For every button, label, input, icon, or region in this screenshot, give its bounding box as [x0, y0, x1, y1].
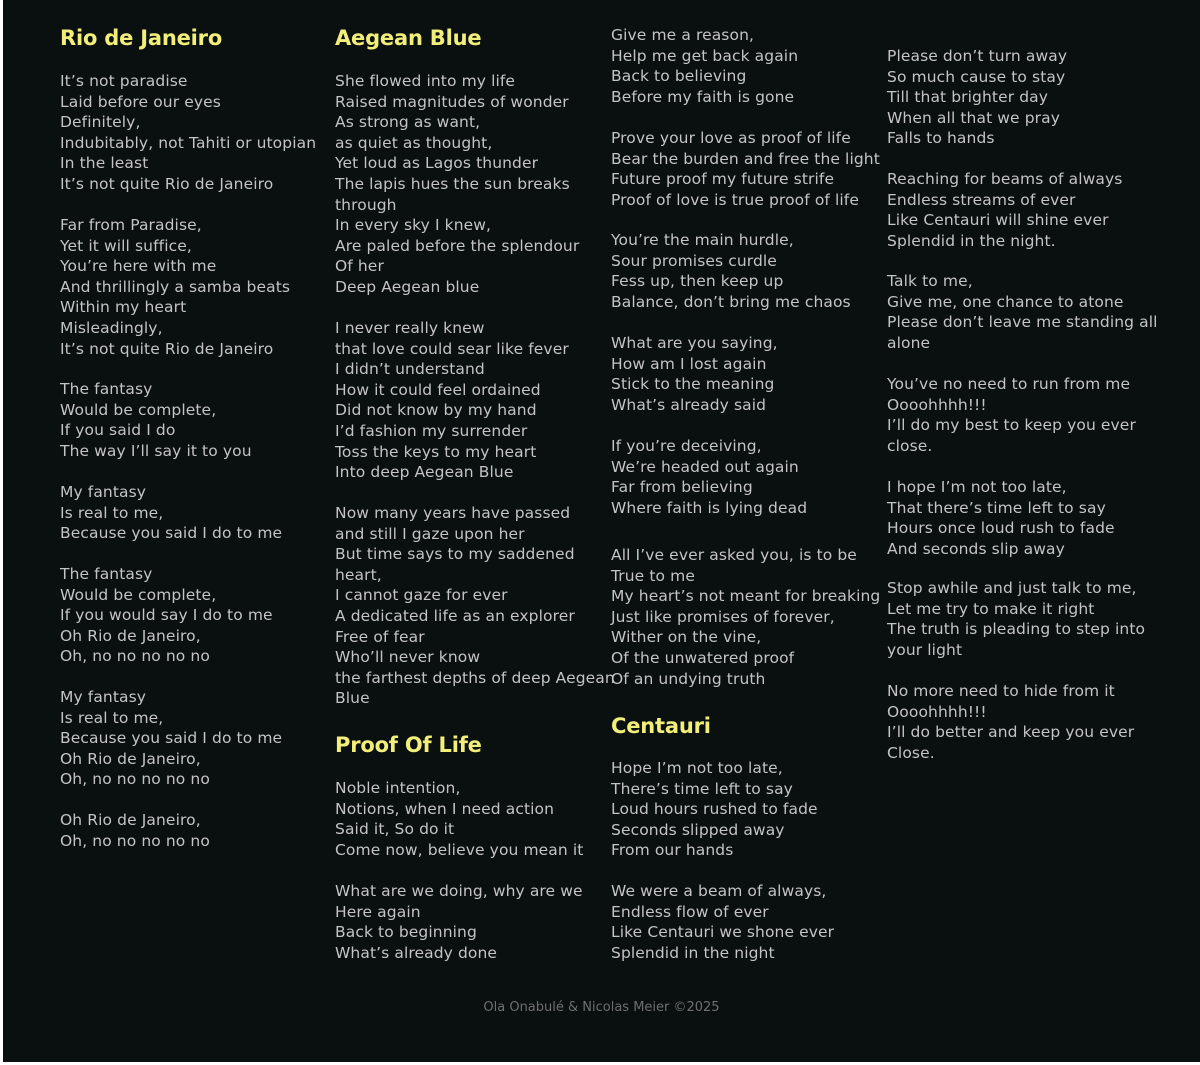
- lyric-line: We were a beam of always,: [611, 882, 827, 900]
- lyric-line: Into deep Aegean Blue: [335, 463, 514, 482]
- lyric-line: Future proof my future strife: [611, 170, 835, 189]
- stanza: [60, 687, 332, 790]
- lyric-line: Raised magnitudes of wonder: [335, 92, 569, 111]
- lyric-line: I hope I’m not too late,: [887, 478, 1067, 496]
- lyric-line: We’re headed out again: [611, 457, 799, 476]
- lyric-line: What’s already said: [611, 395, 767, 414]
- lyric-line: What’s already done: [335, 943, 498, 962]
- lyric-line: Reaching for beams of always: [887, 170, 1123, 188]
- lyric-line: alone: [887, 333, 931, 352]
- lyric-line: Who’ll never know: [335, 648, 481, 667]
- lyric-line: There’s time left to say: [611, 779, 793, 798]
- lyric-line: The truth is pleading to step into: [887, 620, 1146, 639]
- stanza: [611, 545, 883, 689]
- lyric-line: And thrillingly a samba beats: [60, 277, 291, 296]
- lyric-line: Bear the burden and free the light: [611, 149, 880, 168]
- lyric-line: as quiet as thought,: [335, 133, 493, 152]
- lyric-line: That there’s time left to say: [887, 498, 1106, 517]
- lyric-line: True to me: [611, 566, 695, 585]
- stanza: [60, 379, 332, 461]
- lyric-line: close.: [887, 436, 933, 455]
- stanza: [887, 46, 1159, 149]
- lyric-line: How it could feel ordained: [335, 380, 541, 399]
- lyric-line: Oh, no no no no no: [60, 770, 210, 789]
- lyric-line: Misleadingly,: [60, 318, 163, 337]
- lyric-line: Definitely,: [60, 113, 141, 132]
- lyric-line: Oh, no no no no no: [60, 831, 210, 850]
- lyric-line: Talk to me,: [887, 272, 973, 290]
- stanza: [611, 758, 883, 861]
- lyric-line: The lapis hues the sun breaks: [335, 174, 570, 193]
- stanza: [887, 681, 1159, 763]
- lyric-line: and still I gaze upon her: [335, 524, 525, 543]
- stanza: [60, 564, 332, 667]
- lyric-line: As strong as want,: [335, 113, 481, 132]
- lyric-line: Toss the keys to my heart: [335, 442, 537, 461]
- lyric-line: the farthest depths of deep Aegean: [335, 668, 615, 687]
- lyric-line: I didn’t understand: [335, 360, 485, 379]
- lyric-line: Now many years have passed: [335, 504, 571, 522]
- lyric-line: Come now, believe you mean it: [335, 840, 584, 859]
- lyric-line: Endless flow of ever: [611, 902, 769, 921]
- lyric-line: In every sky I knew,: [335, 216, 492, 235]
- lyric-line: All I’ve ever asked you, is to be: [611, 546, 857, 564]
- stanza: [60, 71, 332, 195]
- lyrics-sheet: [3, 0, 1200, 1062]
- lyric-line: Notions, when I need action: [335, 799, 555, 818]
- lyric-line: Indubitably, not Tahiti or utopian: [60, 133, 317, 152]
- lyric-line: Oooohhhh!!!: [887, 395, 987, 414]
- stanza: [611, 436, 883, 518]
- lyric-line: I never really knew: [335, 319, 485, 337]
- lyric-line: Oh Rio de Janeiro,: [60, 811, 201, 829]
- song-title-rio: Rio de Janeiro: [60, 26, 223, 50]
- lyric-line: So much cause to stay: [887, 67, 1066, 86]
- lyric-line: Here again: [335, 902, 421, 921]
- lyric-line: Would be complete,: [60, 400, 217, 419]
- lyric-line: Because you said I do to me: [60, 729, 283, 748]
- lyric-line: How am I lost again: [611, 354, 767, 373]
- lyric-line: Within my heart: [60, 298, 187, 317]
- lyric-line: Back to believing: [611, 67, 747, 86]
- lyric-line: Splendid in the night.: [887, 231, 1056, 250]
- lyric-line: Of the unwatered proof: [611, 648, 795, 667]
- stanza: [611, 881, 883, 963]
- lyric-line: Is real to me,: [60, 708, 164, 727]
- lyric-line: Stop awhile and just talk to me,: [887, 579, 1137, 597]
- lyric-line: Yet loud as Lagos thunder: [335, 154, 539, 173]
- lyric-line: My fantasy: [60, 483, 147, 501]
- lyric-line: Falls to hands: [887, 129, 995, 148]
- lyric-line: Wither on the vine,: [611, 628, 762, 647]
- stanza: [335, 71, 607, 298]
- lyric-line: Laid before our eyes: [60, 92, 221, 111]
- lyric-line: Seconds slipped away: [611, 820, 785, 839]
- lyric-line: Are paled before the splendour: [335, 236, 580, 255]
- lyric-line: If you’re deceiving,: [611, 437, 762, 455]
- lyric-line: Far from believing: [611, 478, 753, 497]
- lyric-line: Give me a reason,: [611, 26, 755, 44]
- lyric-line: Blue: [335, 689, 370, 708]
- stanza: [611, 333, 883, 415]
- lyric-line: that love could sear like fever: [335, 339, 569, 358]
- lyric-line: What are we doing, why are we: [335, 882, 583, 900]
- lyric-line: Till that brighter day: [887, 88, 1049, 107]
- lyric-line: Oooohhhh!!!: [887, 702, 987, 721]
- lyric-line: Sour promises curdle: [611, 251, 777, 270]
- stanza: [335, 881, 607, 963]
- lyric-line: And seconds slip away: [887, 539, 1065, 558]
- lyric-line: Said it, So do it: [335, 820, 455, 839]
- lyric-line: Because you said I do to me: [60, 524, 283, 543]
- song-title-proof: Proof Of Life: [335, 733, 482, 757]
- lyric-line: Of an undying truth: [611, 669, 766, 688]
- lyric-line: your light: [887, 640, 963, 659]
- lyric-line: Yet it will suffice,: [60, 236, 192, 255]
- lyric-line: You’re here with me: [60, 257, 217, 276]
- stanza: [335, 503, 615, 709]
- lyric-line: Help me get back again: [611, 46, 799, 65]
- stanza: [887, 374, 1159, 456]
- lyric-line: It’s not quite Rio de Janeiro: [60, 174, 274, 193]
- stanza: [335, 778, 607, 860]
- lyric-line: Of her: [335, 257, 384, 276]
- lyric-line: Prove your love as proof of life: [611, 129, 851, 147]
- lyric-line: But time says to my saddened: [335, 545, 575, 564]
- lyric-line: When all that we pray: [887, 108, 1061, 127]
- lyric-line: Loud hours rushed to fade: [611, 800, 818, 819]
- song-title-centauri: Centauri: [611, 714, 711, 738]
- lyric-line: Like Centauri we shone ever: [611, 923, 835, 942]
- lyric-line: Free of fear: [335, 627, 425, 646]
- lyric-line: The fantasy: [60, 380, 153, 398]
- lyric-line: I’ll do my best to keep you ever: [887, 416, 1136, 435]
- lyric-line: Would be complete,: [60, 585, 217, 604]
- lyric-line: No more need to hide from it: [887, 682, 1115, 700]
- lyric-line: Back to beginning: [335, 923, 477, 942]
- lyric-line: Before my faith is gone: [611, 87, 795, 106]
- stanza: [60, 810, 332, 851]
- lyric-line: If you would say I do to me: [60, 606, 273, 625]
- stanza: [611, 128, 883, 210]
- lyric-line: Close.: [887, 743, 935, 762]
- lyric-line: Stick to the meaning: [611, 375, 775, 394]
- lyric-line: Please don’t leave me standing all: [887, 313, 1158, 332]
- lyric-line: Hours once loud rush to fade: [887, 519, 1115, 538]
- stanza: [611, 230, 883, 312]
- copyright-credit: Ola Onabulé & Nicolas Meier ©2025: [483, 1000, 720, 1015]
- lyric-line: From our hands: [611, 841, 734, 860]
- lyric-line: Splendid in the night: [611, 943, 775, 962]
- lyric-line: In the least: [60, 154, 149, 173]
- lyric-line: Proof of love is true proof of life: [611, 190, 859, 209]
- lyric-line: I’d fashion my surrender: [335, 421, 528, 440]
- lyric-line: heart,: [335, 565, 382, 584]
- stanza: [60, 482, 332, 544]
- stanza: [611, 25, 883, 107]
- lyric-line: Oh Rio de Janeiro,: [60, 626, 201, 645]
- lyric-line: If you said I do: [60, 421, 176, 440]
- stanza: [335, 318, 607, 483]
- lyric-line: She flowed into my life: [335, 72, 516, 90]
- lyric-line: My fantasy: [60, 688, 147, 706]
- lyric-line: Noble intention,: [335, 779, 461, 797]
- stanza: [887, 477, 1159, 559]
- lyric-line: Give me, one chance to atone: [887, 292, 1124, 311]
- lyric-line: Just like promises of forever,: [611, 607, 835, 626]
- lyric-line: Far from Paradise,: [60, 216, 202, 234]
- stanza: [887, 578, 1159, 660]
- lyric-line: The fantasy: [60, 565, 153, 583]
- song-title-aegean: Aegean Blue: [335, 26, 482, 50]
- lyric-line: The way I’ll say it to you: [60, 441, 252, 460]
- lyric-line: Endless streams of ever: [887, 190, 1076, 209]
- lyric-line: through: [335, 195, 397, 214]
- lyric-line: Please don’t turn away: [887, 47, 1068, 65]
- lyric-line: Fess up, then keep up: [611, 272, 784, 291]
- lyric-line: Did not know by my hand: [335, 401, 537, 420]
- lyric-line: Is real to me,: [60, 503, 164, 522]
- lyric-line: Deep Aegean blue: [335, 277, 480, 296]
- lyric-line: My heart’s not meant for breaking: [611, 587, 881, 606]
- lyric-line: Like Centauri will shine ever: [887, 211, 1109, 230]
- stanza: [887, 169, 1159, 251]
- lyric-line: You’ve no need to run from me: [887, 375, 1131, 393]
- lyric-line: You’re the main hurdle,: [611, 231, 794, 249]
- lyric-line: Hope I’m not too late,: [611, 759, 783, 777]
- lyric-line: Oh, no no no no no: [60, 647, 210, 666]
- lyric-line: Oh Rio de Janeiro,: [60, 749, 201, 768]
- stanza: [887, 271, 1159, 353]
- lyric-line: What are you saying,: [611, 334, 778, 352]
- lyric-line: It’s not paradise: [60, 72, 188, 90]
- lyric-line: Let me try to make it right: [887, 599, 1095, 618]
- stanza: [60, 215, 332, 359]
- lyric-line: Where faith is lying dead: [611, 498, 808, 517]
- lyric-line: It’s not quite Rio de Janeiro: [60, 339, 274, 358]
- lyric-line: Balance, don’t bring me chaos: [611, 292, 851, 311]
- lyric-line: A dedicated life as an explorer: [335, 606, 575, 625]
- lyric-line: I’ll do better and keep you ever: [887, 723, 1135, 742]
- lyric-line: I cannot gaze for ever: [335, 586, 508, 605]
